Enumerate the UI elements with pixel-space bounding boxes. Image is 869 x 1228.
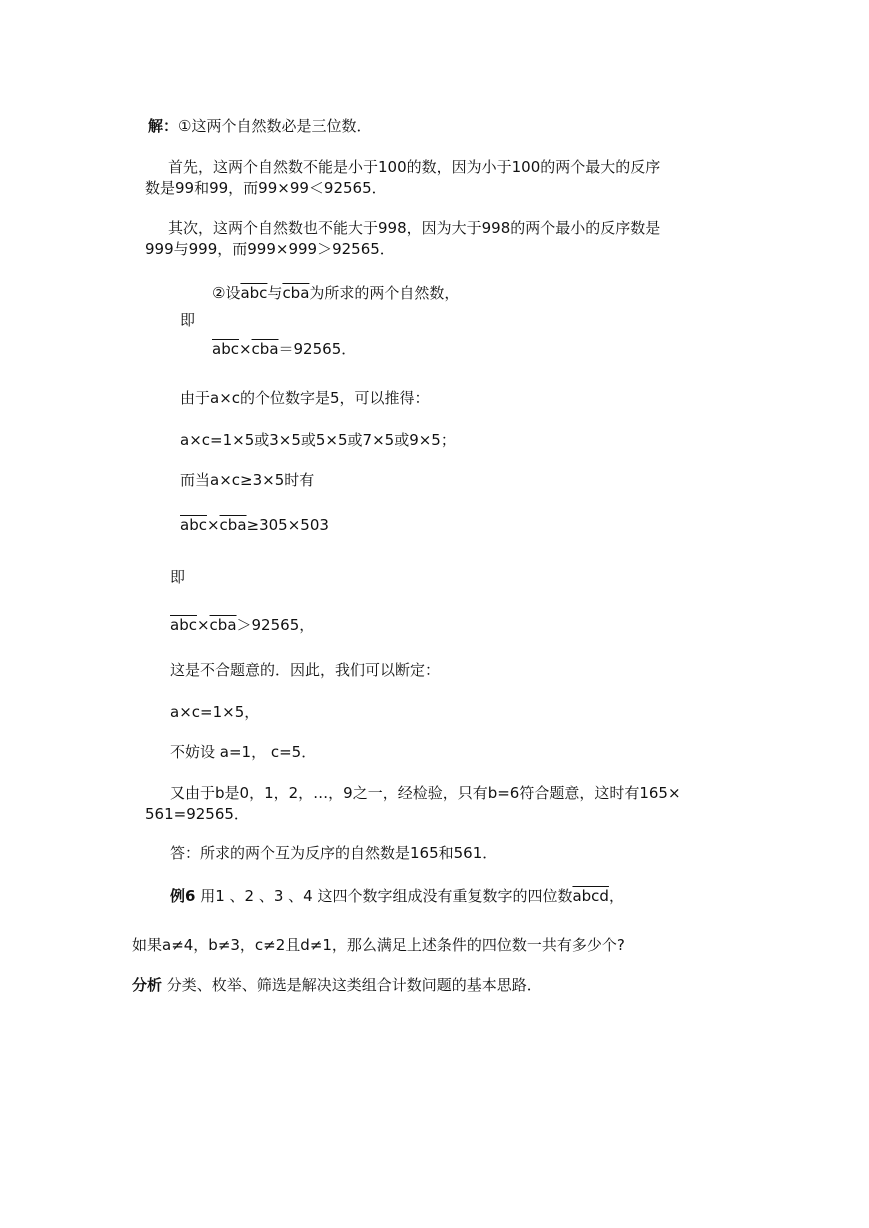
times-sign: ×	[238, 340, 252, 358]
times-sign: ×	[196, 616, 210, 634]
equation-2	[180, 515, 329, 535]
paragraph-second-2: 999与999，而999×999＞92565．	[145, 240, 395, 258]
overline-abc: $\overline{abc}$	[180, 516, 207, 534]
not-fit-line: 这是不合题意的．因此，我们可以断定：	[170, 661, 441, 679]
when-line: 而当a×c≥3×5时有	[180, 471, 315, 489]
cases-line: a×c=1×5或3×5或5×5或7×5或9×5；	[180, 431, 456, 449]
overline-abc: $\overline{abc}$	[240, 284, 268, 302]
paragraph-check-2: 561=92565．	[145, 805, 249, 823]
set-text-c: 为所求的两个自然数，	[309, 284, 460, 302]
example-6-line	[170, 886, 624, 906]
paragraph-first-1: 首先，这两个自然数不能是小于100的数，因为小于100的两个最大的反序	[168, 158, 661, 176]
ji-text-1: 即	[180, 311, 196, 329]
ac-line: a×c=1×5，	[170, 703, 260, 721]
answer-line: 答：所求的两个互为反序的自然数是165和561．	[170, 844, 498, 862]
equation-3	[170, 615, 314, 635]
overline-abcd: abcd	[572, 887, 609, 905]
overline-cba: $\overline{cba}$	[282, 284, 310, 302]
equation-rest: ＞92565，	[236, 616, 315, 634]
set-variables-line	[212, 283, 459, 303]
example-label: 例6	[170, 887, 196, 905]
equation-rest: ＝92565．	[278, 340, 357, 358]
equation-rest: ≥305×503	[246, 516, 329, 534]
overline-cba: $\overline{cba}$	[251, 340, 279, 358]
overline-cba: $\overline{cba}$	[219, 516, 247, 534]
set-text-b: 与	[267, 284, 283, 302]
overline-abc: $\overline{abc}$	[212, 340, 239, 358]
since-line: 由于a×c的个位数字是5，可以推得：	[180, 389, 430, 407]
equation-1	[212, 339, 356, 359]
analysis-line	[132, 975, 542, 995]
example-end: ，	[608, 887, 624, 905]
assume-line: 不妨设 a=1， c=5．	[170, 743, 317, 761]
overline-cba: $\overline{cba}$	[209, 616, 237, 634]
paragraph-check-1: 又由于b是0，1，2，…，9之一，经检验，只有b=6符合题意，这时有165×	[170, 784, 681, 802]
analysis-label: 分析	[132, 976, 163, 994]
times-sign: ×	[206, 516, 220, 534]
paragraph-first-2: 数是99和99，而99×99＜92565．	[145, 179, 387, 197]
set-text-a: ②设	[212, 284, 241, 302]
example-6-condition: 如果a≠4，b≠3，c≠2且d≠1，那么满足上述条件的四位数一共有多少个?	[132, 936, 625, 954]
solution-label: 解：	[148, 117, 179, 135]
analysis-text: 分类、枚举、筛选是解决这类组合计数问题的基本思路．	[162, 976, 542, 994]
solution-text: ①这两个自然数必是三位数．	[178, 117, 372, 135]
paragraph-second-1: 其次，这两个自然数也不能大于998，因为大于998的两个最小的反序数是	[168, 219, 661, 237]
overline-abc: $\overline{abc}$	[170, 616, 197, 634]
solution-line-1	[148, 116, 371, 136]
example-text: 用1 、2 、3 、4 这四个数字组成没有重复数字的四位数	[195, 887, 573, 905]
ji-text-2: 即	[170, 568, 186, 586]
